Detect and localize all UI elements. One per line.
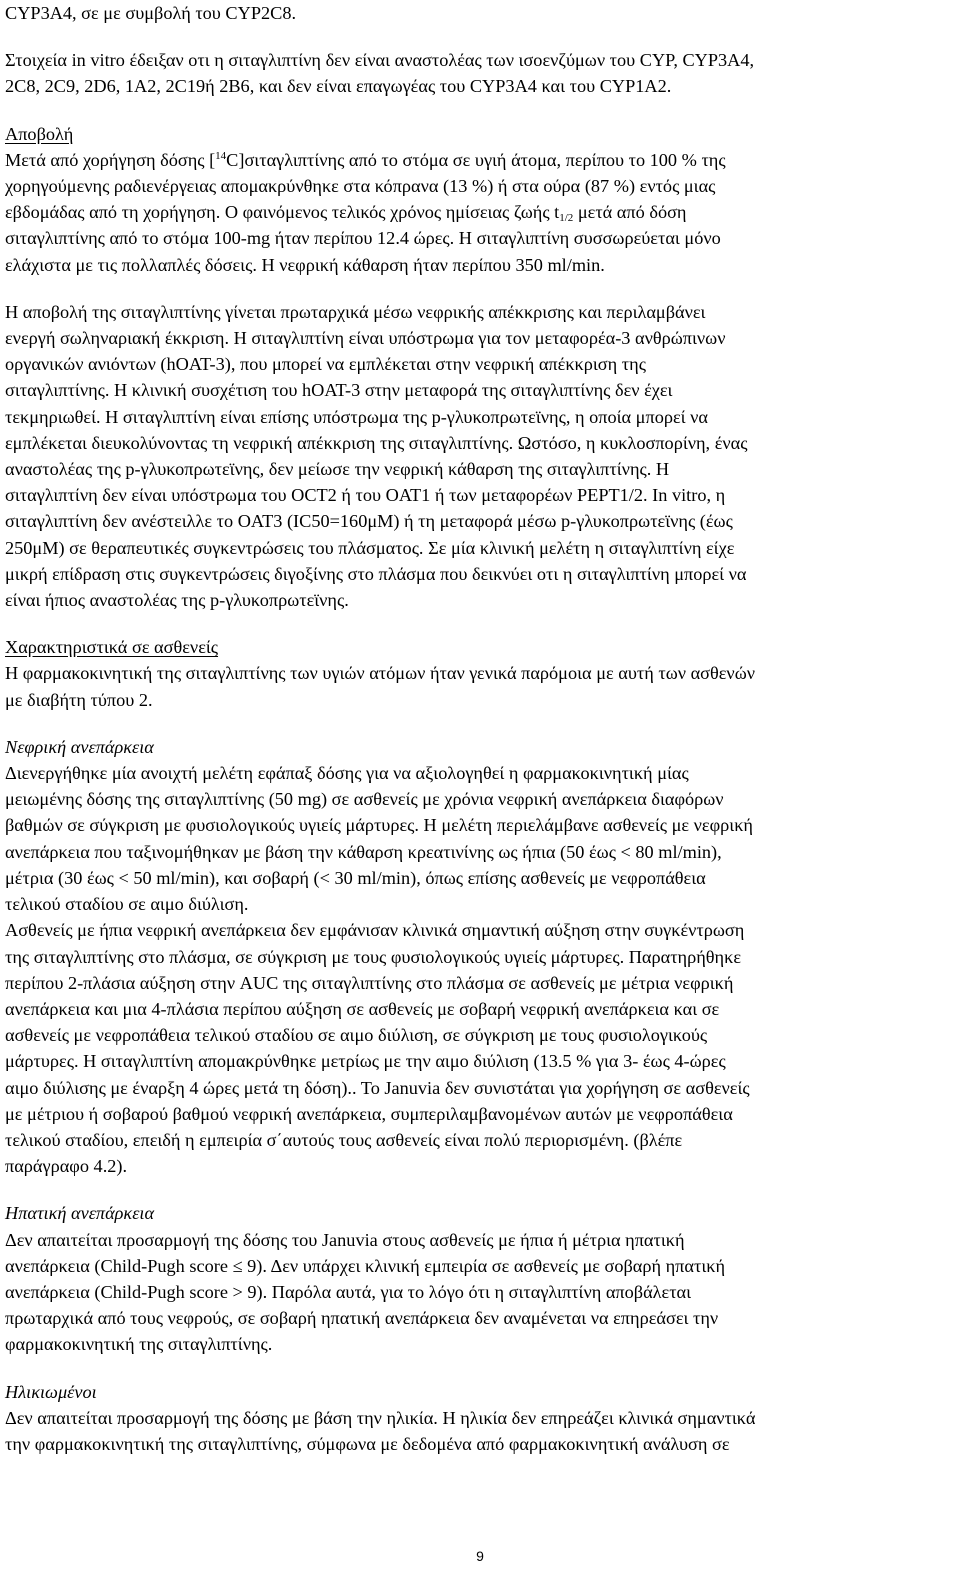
paragraph-line: σιταγλιπτίνη δεν ανέστειλλε το OAT3 (IC50=160μM) ή τη μεταφορά μέσω p-γλυκοπρωτεϊνης (έως (5, 511, 733, 532)
paragraph-line: παράγραφο 4.2). (5, 1156, 128, 1177)
paragraph-gap (5, 278, 950, 299)
paragraph-line: της σιταγλιπτίνης στο πλάσμα, σε σύγκριση με τους φυσιολογικούς υγιείς μάρτυρες. Παρατηρήθηκε (5, 946, 741, 967)
paragraph-line: ενεργή σωληναριακή έκκριση. Η σιταγλιπτίνη είναι υπόστρωμα για τον μεταφορέα-3 ανθρώπινων (5, 328, 726, 349)
paragraph-line: φαρμακοκινητική της σιταγλιπτίνης. (5, 1334, 273, 1355)
text-run: μετά από δόση (573, 202, 687, 223)
paragraph-gap (5, 713, 950, 734)
paragraph-line: CYP3A4, σε με συμβολή του CYP2C8. (5, 3, 297, 23)
paragraph-line: μειωμένης δόσης της σιταγλιπτίνης (50 mg) σε ασθενείς με χρόνια νεφρική ανεπάρκεια διαφόρων (5, 789, 724, 810)
paragraph-line: μικρή επίδραση στις συγκεντρώσεις διγοξίνης στο πλάσμα που δεικνύει οτι η σιταγλιπτίνη μπορεί να (5, 563, 747, 584)
paragraph-line: αναστολέας της p-γλυκοπρωτεϊνης, δεν μείωσε την νεφρική κάθαρση της σιταγλιπτίνης. Η (5, 459, 670, 480)
paragraph-line: ανεπάρκεια (Child-Pugh score ≤ 9). Δεν υπάρχει κλινική εμπειρία σε ασθενείς με σοβαρή ηπατική (5, 1255, 726, 1276)
paragraph-line: πρωταρχικά από τους νεφρούς, σε σοβαρή ηπατική ανεπάρκεια δεν αναμένεται να επηρεάσει την (5, 1308, 719, 1329)
section-heading-patients: Χαρακτηριστικά σε ασθενείς (5, 637, 219, 658)
paragraph-line: ανεπάρκεια (Child-Pugh score > 9). Παρόλα αυτά, για το λόγο ότι η σιταγλιπτίνη αποβάλεται (5, 1281, 692, 1302)
paragraph-line: 2C8, 2C9, 2D6, 1A2, 2C19ή 2B6, και δεν είναι επαγωγέας του CYP3A4 και του CYP1A2. (5, 76, 672, 97)
paragraph-line: είναι ήπιος αναστολέας της p-γλυκοπρωτεϊνης. (5, 590, 349, 611)
document-page (5, 0, 950, 1457)
paragraph-line: οργανικών ανιόντων (hOAT-3), που μπορεί να εμπλέκεται στην νεφρική απέκκριση της (5, 354, 646, 375)
paragraph-gap (5, 100, 950, 121)
paragraph-line: Δεν απαιτείται προσαρμογή της δόσης με βάση την ηλικία. Η ηλικία δεν επηρεάζει κλινικά σημαντικά (5, 1407, 756, 1428)
text-run: Μετά από χορήγηση δόσης [ (5, 149, 216, 170)
paragraph-line: τελικού σταδίου, επειδή η εμπειρία σ΄αυτούς τους ασθενείς είναι πολύ περιορισμένη. (βλέπε (5, 1129, 683, 1150)
page-number: 9 (476, 1548, 484, 1564)
paragraph-line: την φαρμακοκινητική της σιταγλιπτίνης, σύμφωνα με δεδομένα από φαρμακοκινητική ανάλυση σε (5, 1433, 730, 1454)
paragraph-line: ανεπάρκεια που ταξινομήθηκαν με βάση την κάθαρση κρεατινίνης ως ήπια (50 έως < 80 ml/min), (5, 841, 722, 862)
paragraph-line: ανεπάρκεια και μια 4-πλάσια περίπου αύξηση σε ασθενείς με σοβαρή νεφρική ανεπάρκεια και σε (5, 998, 720, 1019)
paragraph-line: αιμο διύλισης με έναρξη 4 ώρες μετά τη δόση).. Το Januvia δεν συνιστάται για χορήγηση σε ασθενείς (5, 1077, 750, 1098)
paragraph-line: περίπου 2-πλάσια αύξηση στην AUC της σιταγλιπτίνης στο πλάσμα σε ασθενείς με μέτρια νεφρική (5, 972, 734, 993)
section-heading-elderly: Ηλικιωμένοι (5, 1381, 97, 1402)
paragraph-line: ασθενείς με νεφροπάθεια τελικού σταδίου σε αιμο διύλιση, σε σύγκριση με τους φυσιολογικούς (5, 1025, 708, 1046)
paragraph-line: τελικού σταδίου σε αιμο διύλιση. (5, 894, 249, 915)
paragraph-line: σιταγλιπτίνη δεν είναι υπόστρωμα του OCT2 ή του OAT1 ή των μεταφορέων PEPT1/2. In vitro, η (5, 485, 726, 506)
paragraph-line: με διαβήτη τύπου 2. (5, 689, 153, 710)
paragraph-line: μάρτυρες. Η σιταγλιπτίνη απομακρύνθηκε μετρίως με την αιμο διύλιση (13.5 % για 3- έως 4-ώρες (5, 1051, 726, 1072)
paragraph-line: μέτρια (30 έως < 50 ml/min), και σοβαρή (< 30 ml/min), όπως επίσης ασθενείς με νεφροπάθεια (5, 867, 706, 888)
paragraph-line (5, 199, 950, 225)
section-heading-hepatic: Ηπατική ανεπάρκεια (5, 1203, 155, 1224)
paragraph-gap (5, 613, 950, 634)
paragraph-line: Η αποβολή της σιταγλιπτίνης γίνεται πρωταρχικά μέσω νεφρικής απέκκρισης και περιλαμβάνει (5, 301, 706, 322)
paragraph-gap (5, 1179, 950, 1200)
section-heading-elimination: Αποβολή (5, 123, 74, 144)
paragraph-line: Ασθενείς με ήπια νεφρική ανεπάρκεια δεν εμφάνισαν κλινικά σημαντική αύξηση στην συγκέντρωση (5, 920, 745, 941)
paragraph-gap (5, 1358, 950, 1379)
paragraph-line: εμπλέκεται διευκολύνοντας τη νεφρική απέκκριση της σιταγλιπτίνης. Ωστόσο, η κυκλοσπορίνη, ένας (5, 432, 748, 453)
paragraph-line: Στοιχεία in vitro έδειξαν οτι η σιταγλιπτίνη δεν είναι αναστολέας των ισοενζύμων του CYP, CYP3A4, (5, 50, 755, 71)
text-run: C]σιταγλιπτίνης από το στόμα σε υγιή άτομα, περίπου το 100 % της (226, 149, 726, 170)
paragraph-line: χορηγούμενης ραδιενέργειας απομακρύνθηκε στα κόπρανα (13 %) ή στα ούρα (87 %) εντός μιας (5, 176, 716, 197)
paragraph-line: ελάχιστα με τις πολλαπλές δόσεις. Η νεφρική κάθαρση ήταν περίπου 350 ml/min. (5, 254, 605, 275)
section-heading-renal: Νεφρική ανεπάρκεια (5, 736, 154, 757)
paragraph-line: σιταγλιπτίνης. Η κλινική συσχέτιση του hOAT-3 στην μεταφορά της σιταγλιπτίνης δεν έχει (5, 380, 673, 401)
paragraph-line: σιταγλιπτίνης από το στόμα 100-mg ήταν περίπου 12.4 ώρες. Η σιταγλιπτίνη συσσωρεύεται μόνο (5, 228, 721, 249)
subscript: 1/2 (559, 212, 574, 225)
paragraph-line: τεκμηριωθεί. Η σιταγλιπτίνη είναι επίσης υπόστρωμα της p-γλυκοπρωτεϊνης, η οποία μπορεί να (5, 406, 708, 427)
superscript: 14 (215, 149, 227, 162)
paragraph-line: 250μM) σε θεραπευτικές συγκεντρώσεις του πλάσματος. Σε μία κλινική μελέτη η σιταγλιπτίνη είχε (5, 537, 735, 558)
paragraph-line: Η φαρμακοκινητική της σιταγλιπτίνης των υγιών ατόμων ήταν γενικά παρόμοια με αυτή των ασθενών (5, 663, 755, 684)
paragraph-line (5, 147, 950, 173)
paragraph-line: με μέτριου ή σοβαρού βαθμού νεφρική ανεπάρκεια, συμπεριλαμβανομένων αυτών με νεφροπάθεια (5, 1103, 733, 1124)
paragraph-gap (5, 26, 950, 47)
paragraph-line: Διενεργήθηκε μία ανοιχτή μελέτη εφάπαξ δόσης για να αξιολογηθεί η φαρμακοκινητική μίας (5, 763, 689, 784)
text-run: εβδομάδας από τη χορήγηση. Ο φαινόμενος τελικός χρόνος ημίσειας ζωής t (5, 202, 560, 223)
paragraph-line: Δεν απαιτείται προσαρμογή της δόσης του Januvia στους ασθενείς με ήπια ή μέτρια ηπατική (5, 1229, 685, 1250)
paragraph-line: βαθμών σε σύγκριση με φυσιολογικούς υγιείς μάρτυρες. Η μελέτη περιελάμβανε ασθενείς με νεφρική (5, 815, 753, 836)
